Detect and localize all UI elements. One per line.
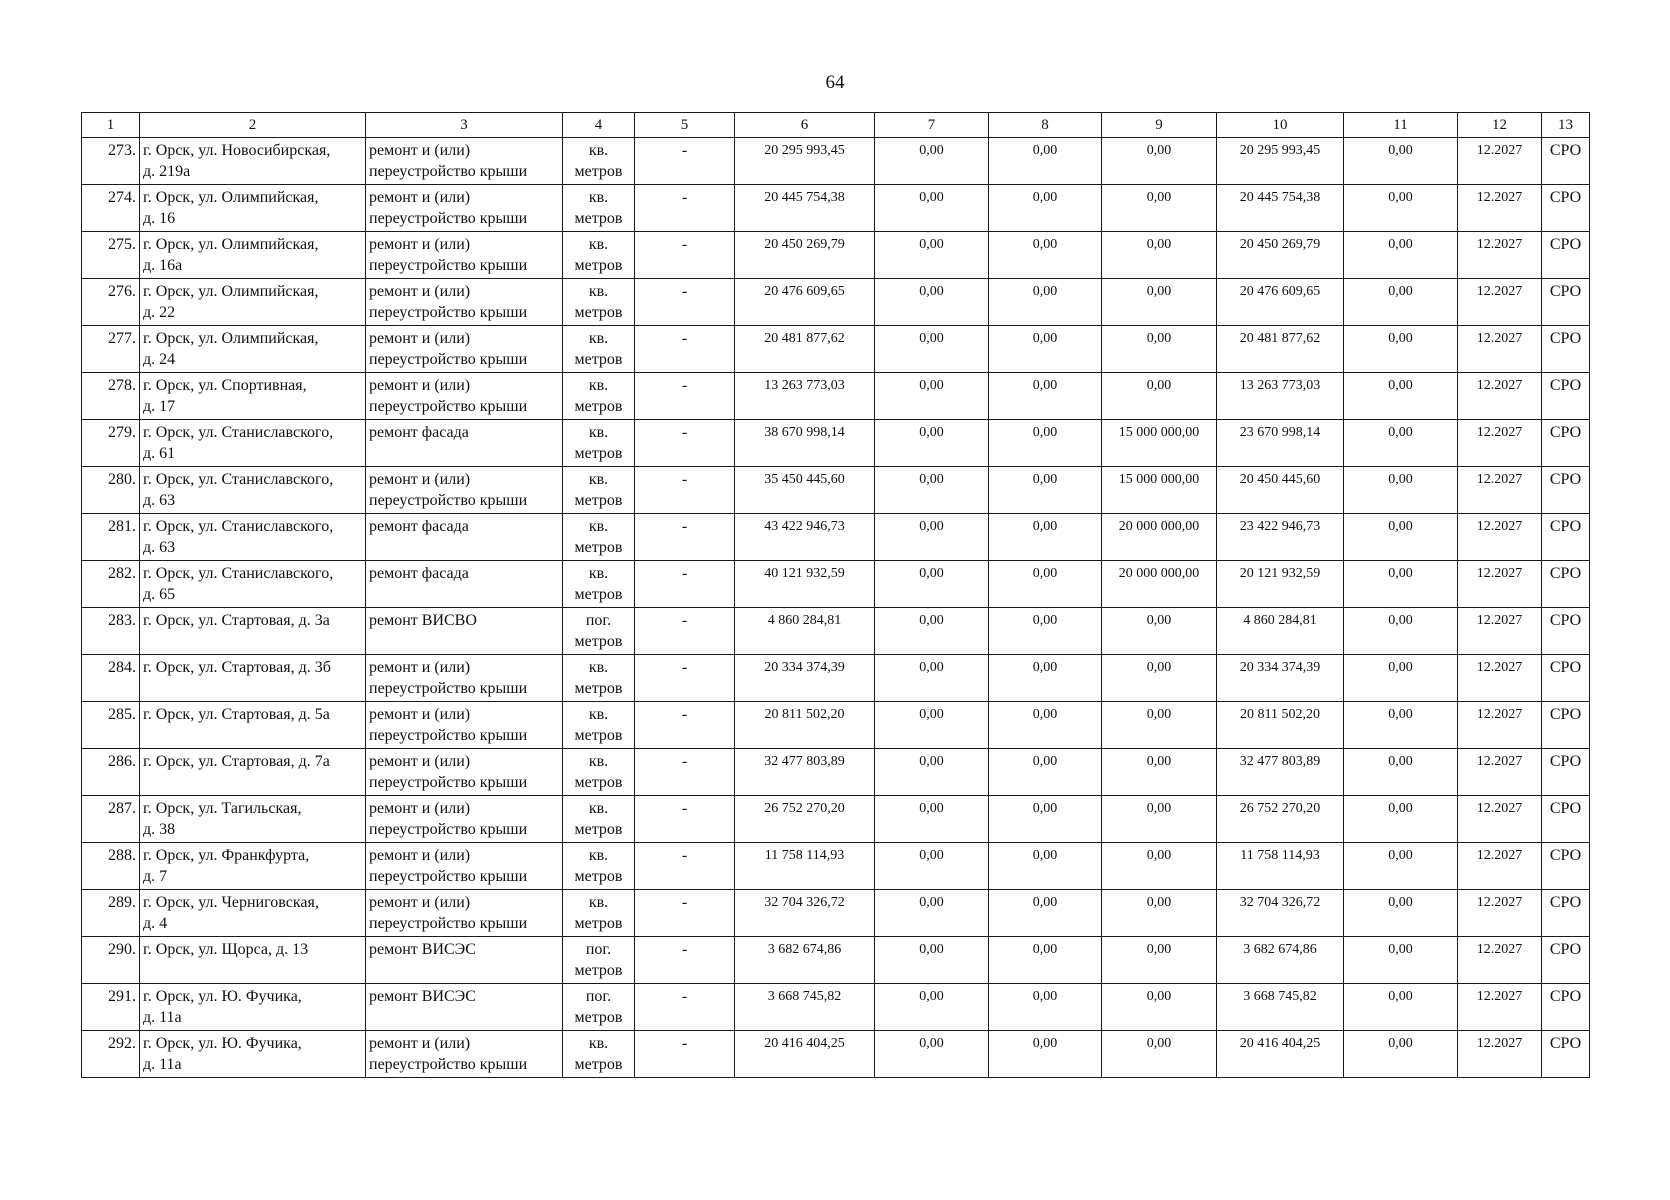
executor-cell: СРО (1542, 467, 1590, 514)
executor-cell: СРО (1542, 561, 1590, 608)
address-cell: г. Орск, ул. Щорса, д. 13 (140, 937, 366, 984)
unit-cell: кв. метров (563, 420, 635, 467)
cost-col-8-cell: 0,00 (989, 185, 1102, 232)
work-type-cell: ремонт фасада (366, 420, 563, 467)
executor-cell: СРО (1542, 514, 1590, 561)
cost-col-7-cell: 0,00 (875, 843, 989, 890)
total-cost-cell: 35 450 445,60 (735, 467, 875, 514)
work-type-cell: ремонт ВИСВО (366, 608, 563, 655)
quantity-cell: - (635, 655, 735, 702)
cost-col-11-cell: 0,00 (1344, 843, 1458, 890)
unit-cell: кв. метров (563, 655, 635, 702)
work-type-cell: ремонт и (или) переустройство крыши (366, 843, 563, 890)
cost-col-7-cell: 0,00 (875, 984, 989, 1031)
address-cell: г. Орск, ул. Станиславского, д. 63 (140, 467, 366, 514)
quantity-cell: - (635, 984, 735, 1031)
cost-col-8-cell: 0,00 (989, 608, 1102, 655)
total-cost-cell: 4 860 284,81 (735, 608, 875, 655)
quantity-cell: - (635, 843, 735, 890)
table-body (82, 138, 1590, 1078)
completion-date-cell: 12.2027 (1458, 1031, 1542, 1078)
completion-date-cell: 12.2027 (1458, 890, 1542, 937)
cost-col-8-cell: 0,00 (989, 232, 1102, 279)
quantity-cell: - (635, 702, 735, 749)
cost-col-11-cell: 0,00 (1344, 890, 1458, 937)
table-row (82, 702, 1590, 749)
cost-col-11-cell: 0,00 (1344, 561, 1458, 608)
cost-col-8-cell: 0,00 (989, 1031, 1102, 1078)
address-cell: г. Орск, ул. Тагильская, д. 38 (140, 796, 366, 843)
table-row (82, 514, 1590, 561)
column-header-9: 9 (1102, 113, 1217, 138)
row-number-cell: 280. (82, 467, 140, 514)
executor-cell: СРО (1542, 890, 1590, 937)
cost-col-7-cell: 0,00 (875, 702, 989, 749)
work-type-cell: ремонт и (или) переустройство крыши (366, 138, 563, 185)
work-type-cell: ремонт фасада (366, 561, 563, 608)
executor-cell: СРО (1542, 232, 1590, 279)
table-row (82, 796, 1590, 843)
completion-date-cell: 12.2027 (1458, 326, 1542, 373)
cost-col-11-cell: 0,00 (1344, 984, 1458, 1031)
total-cost-cell: 43 422 946,73 (735, 514, 875, 561)
column-header-8: 8 (989, 113, 1102, 138)
cost-col-10-cell: 20 416 404,25 (1217, 1031, 1344, 1078)
cost-col-10-cell: 4 860 284,81 (1217, 608, 1344, 655)
work-type-cell: ремонт и (или) переустройство крыши (366, 232, 563, 279)
cost-col-9-cell: 0,00 (1102, 984, 1217, 1031)
quantity-cell: - (635, 232, 735, 279)
column-header-10: 10 (1217, 113, 1344, 138)
cost-col-9-cell: 0,00 (1102, 138, 1217, 185)
cost-col-9-cell: 0,00 (1102, 890, 1217, 937)
quantity-cell: - (635, 514, 735, 561)
executor-cell: СРО (1542, 984, 1590, 1031)
cost-col-9-cell: 0,00 (1102, 1031, 1217, 1078)
cost-col-10-cell: 20 334 374,39 (1217, 655, 1344, 702)
cost-col-9-cell: 0,00 (1102, 232, 1217, 279)
cost-col-9-cell: 0,00 (1102, 185, 1217, 232)
quantity-cell: - (635, 937, 735, 984)
unit-cell: кв. метров (563, 279, 635, 326)
table-row (82, 185, 1590, 232)
row-number-cell: 281. (82, 514, 140, 561)
work-type-cell: ремонт и (или) переустройство крыши (366, 655, 563, 702)
work-type-cell: ремонт и (или) переустройство крыши (366, 702, 563, 749)
cost-col-11-cell: 0,00 (1344, 937, 1458, 984)
unit-cell: пог. метров (563, 984, 635, 1031)
unit-cell: пог. метров (563, 608, 635, 655)
cost-col-10-cell: 20 445 754,38 (1217, 185, 1344, 232)
work-type-cell: ремонт фасада (366, 514, 563, 561)
quantity-cell: - (635, 890, 735, 937)
address-cell: г. Орск, ул. Станиславского, д. 61 (140, 420, 366, 467)
executor-cell: СРО (1542, 420, 1590, 467)
work-type-cell: ремонт и (или) переустройство крыши (366, 326, 563, 373)
cost-col-10-cell: 26 752 270,20 (1217, 796, 1344, 843)
address-cell: г. Орск, ул. Черниговская, д. 4 (140, 890, 366, 937)
unit-cell: кв. метров (563, 843, 635, 890)
row-number-cell: 289. (82, 890, 140, 937)
cost-col-9-cell: 15 000 000,00 (1102, 467, 1217, 514)
cost-col-8-cell: 0,00 (989, 279, 1102, 326)
completion-date-cell: 12.2027 (1458, 984, 1542, 1031)
total-cost-cell: 3 668 745,82 (735, 984, 875, 1031)
unit-cell: кв. метров (563, 561, 635, 608)
row-number-cell: 273. (82, 138, 140, 185)
row-number-cell: 285. (82, 702, 140, 749)
cost-col-11-cell: 0,00 (1344, 373, 1458, 420)
cost-col-10-cell: 20 811 502,20 (1217, 702, 1344, 749)
cost-col-11-cell: 0,00 (1344, 279, 1458, 326)
unit-cell: кв. метров (563, 514, 635, 561)
cost-col-8-cell: 0,00 (989, 749, 1102, 796)
cost-col-11-cell: 0,00 (1344, 796, 1458, 843)
row-number-cell: 279. (82, 420, 140, 467)
unit-cell: кв. метров (563, 702, 635, 749)
cost-col-7-cell: 0,00 (875, 373, 989, 420)
executor-cell: СРО (1542, 185, 1590, 232)
column-header-13: 13 (1542, 113, 1590, 138)
total-cost-cell: 20 295 993,45 (735, 138, 875, 185)
cost-col-7-cell: 0,00 (875, 185, 989, 232)
cost-col-10-cell: 32 704 326,72 (1217, 890, 1344, 937)
cost-col-8-cell: 0,00 (989, 514, 1102, 561)
cost-col-8-cell: 0,00 (989, 326, 1102, 373)
cost-col-7-cell: 0,00 (875, 937, 989, 984)
address-cell: г. Орск, ул. Олимпийская, д. 16а (140, 232, 366, 279)
cost-col-9-cell: 20 000 000,00 (1102, 561, 1217, 608)
table-row (82, 138, 1590, 185)
cost-col-8-cell: 0,00 (989, 138, 1102, 185)
cost-col-11-cell: 0,00 (1344, 608, 1458, 655)
cost-col-10-cell: 23 670 998,14 (1217, 420, 1344, 467)
completion-date-cell: 12.2027 (1458, 514, 1542, 561)
work-type-cell: ремонт и (или) переустройство крыши (366, 749, 563, 796)
quantity-cell: - (635, 373, 735, 420)
cost-col-7-cell: 0,00 (875, 608, 989, 655)
completion-date-cell: 12.2027 (1458, 702, 1542, 749)
cost-col-9-cell: 0,00 (1102, 937, 1217, 984)
table-row (82, 608, 1590, 655)
cost-col-7-cell: 0,00 (875, 1031, 989, 1078)
row-number-cell: 282. (82, 561, 140, 608)
work-type-cell: ремонт и (или) переустройство крыши (366, 890, 563, 937)
address-cell: г. Орск, ул. Стартовая, д. 5а (140, 702, 366, 749)
executor-cell: СРО (1542, 655, 1590, 702)
cost-col-10-cell: 3 668 745,82 (1217, 984, 1344, 1031)
cost-col-7-cell: 0,00 (875, 232, 989, 279)
row-number-cell: 291. (82, 984, 140, 1031)
quantity-cell: - (635, 326, 735, 373)
cost-col-8-cell: 0,00 (989, 796, 1102, 843)
cost-col-11-cell: 0,00 (1344, 655, 1458, 702)
row-number-cell: 283. (82, 608, 140, 655)
cost-col-7-cell: 0,00 (875, 138, 989, 185)
cost-col-11-cell: 0,00 (1344, 467, 1458, 514)
column-header-12: 12 (1458, 113, 1542, 138)
address-cell: г. Орск, ул. Станиславского, д. 65 (140, 561, 366, 608)
cost-col-9-cell: 0,00 (1102, 702, 1217, 749)
quantity-cell: - (635, 420, 735, 467)
executor-cell: СРО (1542, 843, 1590, 890)
unit-cell: кв. метров (563, 467, 635, 514)
cost-col-7-cell: 0,00 (875, 749, 989, 796)
unit-cell: кв. метров (563, 232, 635, 279)
address-cell: г. Орск, ул. Ю. Фучика, д. 11а (140, 1031, 366, 1078)
completion-date-cell: 12.2027 (1458, 185, 1542, 232)
cost-col-10-cell: 20 450 269,79 (1217, 232, 1344, 279)
address-cell: г. Орск, ул. Станиславского, д. 63 (140, 514, 366, 561)
cost-col-7-cell: 0,00 (875, 890, 989, 937)
executor-cell: СРО (1542, 138, 1590, 185)
address-cell: г. Орск, ул. Стартовая, д. 3а (140, 608, 366, 655)
cost-col-9-cell: 0,00 (1102, 655, 1217, 702)
table-row (82, 984, 1590, 1031)
cost-col-7-cell: 0,00 (875, 326, 989, 373)
completion-date-cell: 12.2027 (1458, 608, 1542, 655)
header-row (82, 113, 1590, 138)
page-number: 64 (825, 72, 845, 93)
work-type-cell: ремонт и (или) переустройство крыши (366, 796, 563, 843)
cost-col-11-cell: 0,00 (1344, 138, 1458, 185)
total-cost-cell: 3 682 674,86 (735, 937, 875, 984)
row-number-cell: 288. (82, 843, 140, 890)
executor-cell: СРО (1542, 702, 1590, 749)
executor-cell: СРО (1542, 749, 1590, 796)
cost-col-9-cell: 0,00 (1102, 326, 1217, 373)
work-type-cell: ремонт и (или) переустройство крыши (366, 467, 563, 514)
address-cell: г. Орск, ул. Новосибирская, д. 219а (140, 138, 366, 185)
address-cell: г. Орск, ул. Олимпийская, д. 24 (140, 326, 366, 373)
table-row (82, 279, 1590, 326)
total-cost-cell: 20 445 754,38 (735, 185, 875, 232)
table-row (82, 749, 1590, 796)
cost-col-9-cell: 0,00 (1102, 608, 1217, 655)
completion-date-cell: 12.2027 (1458, 420, 1542, 467)
cost-col-10-cell: 11 758 114,93 (1217, 843, 1344, 890)
unit-cell: кв. метров (563, 373, 635, 420)
row-number-cell: 275. (82, 232, 140, 279)
completion-date-cell: 12.2027 (1458, 749, 1542, 796)
table-row (82, 326, 1590, 373)
cost-col-8-cell: 0,00 (989, 561, 1102, 608)
cost-col-10-cell: 32 477 803,89 (1217, 749, 1344, 796)
address-cell: г. Орск, ул. Спортивная, д. 17 (140, 373, 366, 420)
table-row (82, 843, 1590, 890)
cost-col-7-cell: 0,00 (875, 467, 989, 514)
cost-col-8-cell: 0,00 (989, 655, 1102, 702)
cost-col-11-cell: 0,00 (1344, 514, 1458, 561)
total-cost-cell: 20 450 269,79 (735, 232, 875, 279)
total-cost-cell: 13 263 773,03 (735, 373, 875, 420)
total-cost-cell: 32 704 326,72 (735, 890, 875, 937)
work-type-cell: ремонт и (или) переустройство крыши (366, 373, 563, 420)
completion-date-cell: 12.2027 (1458, 232, 1542, 279)
unit-cell: кв. метров (563, 138, 635, 185)
quantity-cell: - (635, 138, 735, 185)
cost-col-10-cell: 20 481 877,62 (1217, 326, 1344, 373)
cost-col-8-cell: 0,00 (989, 984, 1102, 1031)
row-number-cell: 287. (82, 796, 140, 843)
address-cell: г. Орск, ул. Франкфурта, д. 7 (140, 843, 366, 890)
total-cost-cell: 40 121 932,59 (735, 561, 875, 608)
table-row (82, 420, 1590, 467)
total-cost-cell: 11 758 114,93 (735, 843, 875, 890)
work-type-cell: ремонт и (или) переустройство крыши (366, 1031, 563, 1078)
cost-col-8-cell: 0,00 (989, 373, 1102, 420)
total-cost-cell: 32 477 803,89 (735, 749, 875, 796)
completion-date-cell: 12.2027 (1458, 655, 1542, 702)
cost-col-8-cell: 0,00 (989, 702, 1102, 749)
address-cell: г. Орск, ул. Стартовая, д. 3б (140, 655, 366, 702)
column-header-11: 11 (1344, 113, 1458, 138)
address-cell: г. Орск, ул. Олимпийская, д. 16 (140, 185, 366, 232)
executor-cell: СРО (1542, 373, 1590, 420)
cost-col-7-cell: 0,00 (875, 561, 989, 608)
completion-date-cell: 12.2027 (1458, 467, 1542, 514)
work-type-cell: ремонт и (или) переустройство крыши (366, 185, 563, 232)
table-row (82, 655, 1590, 702)
work-type-cell: ремонт и (или) переустройство крыши (366, 279, 563, 326)
unit-cell: кв. метров (563, 796, 635, 843)
cost-col-11-cell: 0,00 (1344, 749, 1458, 796)
address-cell: г. Орск, ул. Стартовая, д. 7а (140, 749, 366, 796)
total-cost-cell: 26 752 270,20 (735, 796, 875, 843)
total-cost-cell: 38 670 998,14 (735, 420, 875, 467)
cost-col-8-cell: 0,00 (989, 467, 1102, 514)
cost-col-9-cell: 0,00 (1102, 843, 1217, 890)
cost-col-7-cell: 0,00 (875, 514, 989, 561)
quantity-cell: - (635, 185, 735, 232)
cost-col-10-cell: 20 476 609,65 (1217, 279, 1344, 326)
executor-cell: СРО (1542, 279, 1590, 326)
cost-col-7-cell: 0,00 (875, 796, 989, 843)
cost-col-7-cell: 0,00 (875, 279, 989, 326)
quantity-cell: - (635, 1031, 735, 1078)
cost-col-11-cell: 0,00 (1344, 185, 1458, 232)
column-header-6: 6 (735, 113, 875, 138)
row-number-cell: 276. (82, 279, 140, 326)
row-number-cell: 292. (82, 1031, 140, 1078)
completion-date-cell: 12.2027 (1458, 279, 1542, 326)
unit-cell: кв. метров (563, 1031, 635, 1078)
total-cost-cell: 20 811 502,20 (735, 702, 875, 749)
quantity-cell: - (635, 608, 735, 655)
row-number-cell: 284. (82, 655, 140, 702)
quantity-cell: - (635, 561, 735, 608)
column-header-4: 4 (563, 113, 635, 138)
column-header-5: 5 (635, 113, 735, 138)
column-header-2: 2 (140, 113, 366, 138)
total-cost-cell: 20 416 404,25 (735, 1031, 875, 1078)
column-header-7: 7 (875, 113, 989, 138)
cost-col-10-cell: 13 263 773,03 (1217, 373, 1344, 420)
cost-col-9-cell: 0,00 (1102, 373, 1217, 420)
row-number-cell: 286. (82, 749, 140, 796)
cost-col-7-cell: 0,00 (875, 420, 989, 467)
completion-date-cell: 12.2027 (1458, 843, 1542, 890)
cost-col-8-cell: 0,00 (989, 420, 1102, 467)
table-row (82, 1031, 1590, 1078)
completion-date-cell: 12.2027 (1458, 138, 1542, 185)
table-row (82, 232, 1590, 279)
cost-col-9-cell: 20 000 000,00 (1102, 514, 1217, 561)
unit-cell: пог. метров (563, 937, 635, 984)
cost-col-8-cell: 0,00 (989, 890, 1102, 937)
capital-repair-table (81, 112, 1590, 1078)
completion-date-cell: 12.2027 (1458, 561, 1542, 608)
work-type-cell: ремонт ВИСЭС (366, 937, 563, 984)
cost-col-11-cell: 0,00 (1344, 420, 1458, 467)
address-cell: г. Орск, ул. Олимпийская, д. 22 (140, 279, 366, 326)
row-number-cell: 278. (82, 373, 140, 420)
table-row (82, 561, 1590, 608)
completion-date-cell: 12.2027 (1458, 796, 1542, 843)
address-cell: г. Орск, ул. Ю. Фучика, д. 11а (140, 984, 366, 1031)
cost-col-7-cell: 0,00 (875, 655, 989, 702)
cost-col-11-cell: 0,00 (1344, 326, 1458, 373)
row-number-cell: 274. (82, 185, 140, 232)
executor-cell: СРО (1542, 1031, 1590, 1078)
completion-date-cell: 12.2027 (1458, 373, 1542, 420)
cost-col-11-cell: 0,00 (1344, 1031, 1458, 1078)
cost-col-11-cell: 0,00 (1344, 232, 1458, 279)
completion-date-cell: 12.2027 (1458, 937, 1542, 984)
quantity-cell: - (635, 467, 735, 514)
quantity-cell: - (635, 749, 735, 796)
cost-col-9-cell: 0,00 (1102, 749, 1217, 796)
column-header-1: 1 (82, 113, 140, 138)
unit-cell: кв. метров (563, 185, 635, 232)
unit-cell: кв. метров (563, 326, 635, 373)
executor-cell: СРО (1542, 796, 1590, 843)
unit-cell: кв. метров (563, 749, 635, 796)
cost-col-8-cell: 0,00 (989, 843, 1102, 890)
unit-cell: кв. метров (563, 890, 635, 937)
cost-col-10-cell: 20 450 445,60 (1217, 467, 1344, 514)
cost-col-9-cell: 15 000 000,00 (1102, 420, 1217, 467)
quantity-cell: - (635, 796, 735, 843)
executor-cell: СРО (1542, 937, 1590, 984)
table-row (82, 937, 1590, 984)
cost-col-10-cell: 20 295 993,45 (1217, 138, 1344, 185)
executor-cell: СРО (1542, 326, 1590, 373)
total-cost-cell: 20 476 609,65 (735, 279, 875, 326)
row-number-cell: 290. (82, 937, 140, 984)
work-type-cell: ремонт ВИСЭС (366, 984, 563, 1031)
total-cost-cell: 20 481 877,62 (735, 326, 875, 373)
executor-cell: СРО (1542, 608, 1590, 655)
column-header-3: 3 (366, 113, 563, 138)
row-number-cell: 277. (82, 326, 140, 373)
cost-col-8-cell: 0,00 (989, 937, 1102, 984)
cost-col-9-cell: 0,00 (1102, 279, 1217, 326)
cost-col-10-cell: 20 121 932,59 (1217, 561, 1344, 608)
cost-col-10-cell: 23 422 946,73 (1217, 514, 1344, 561)
quantity-cell: - (635, 279, 735, 326)
total-cost-cell: 20 334 374,39 (735, 655, 875, 702)
table-row (82, 373, 1590, 420)
table-row (82, 890, 1590, 937)
table-row (82, 467, 1590, 514)
cost-col-11-cell: 0,00 (1344, 702, 1458, 749)
cost-col-10-cell: 3 682 674,86 (1217, 937, 1344, 984)
cost-col-9-cell: 0,00 (1102, 796, 1217, 843)
